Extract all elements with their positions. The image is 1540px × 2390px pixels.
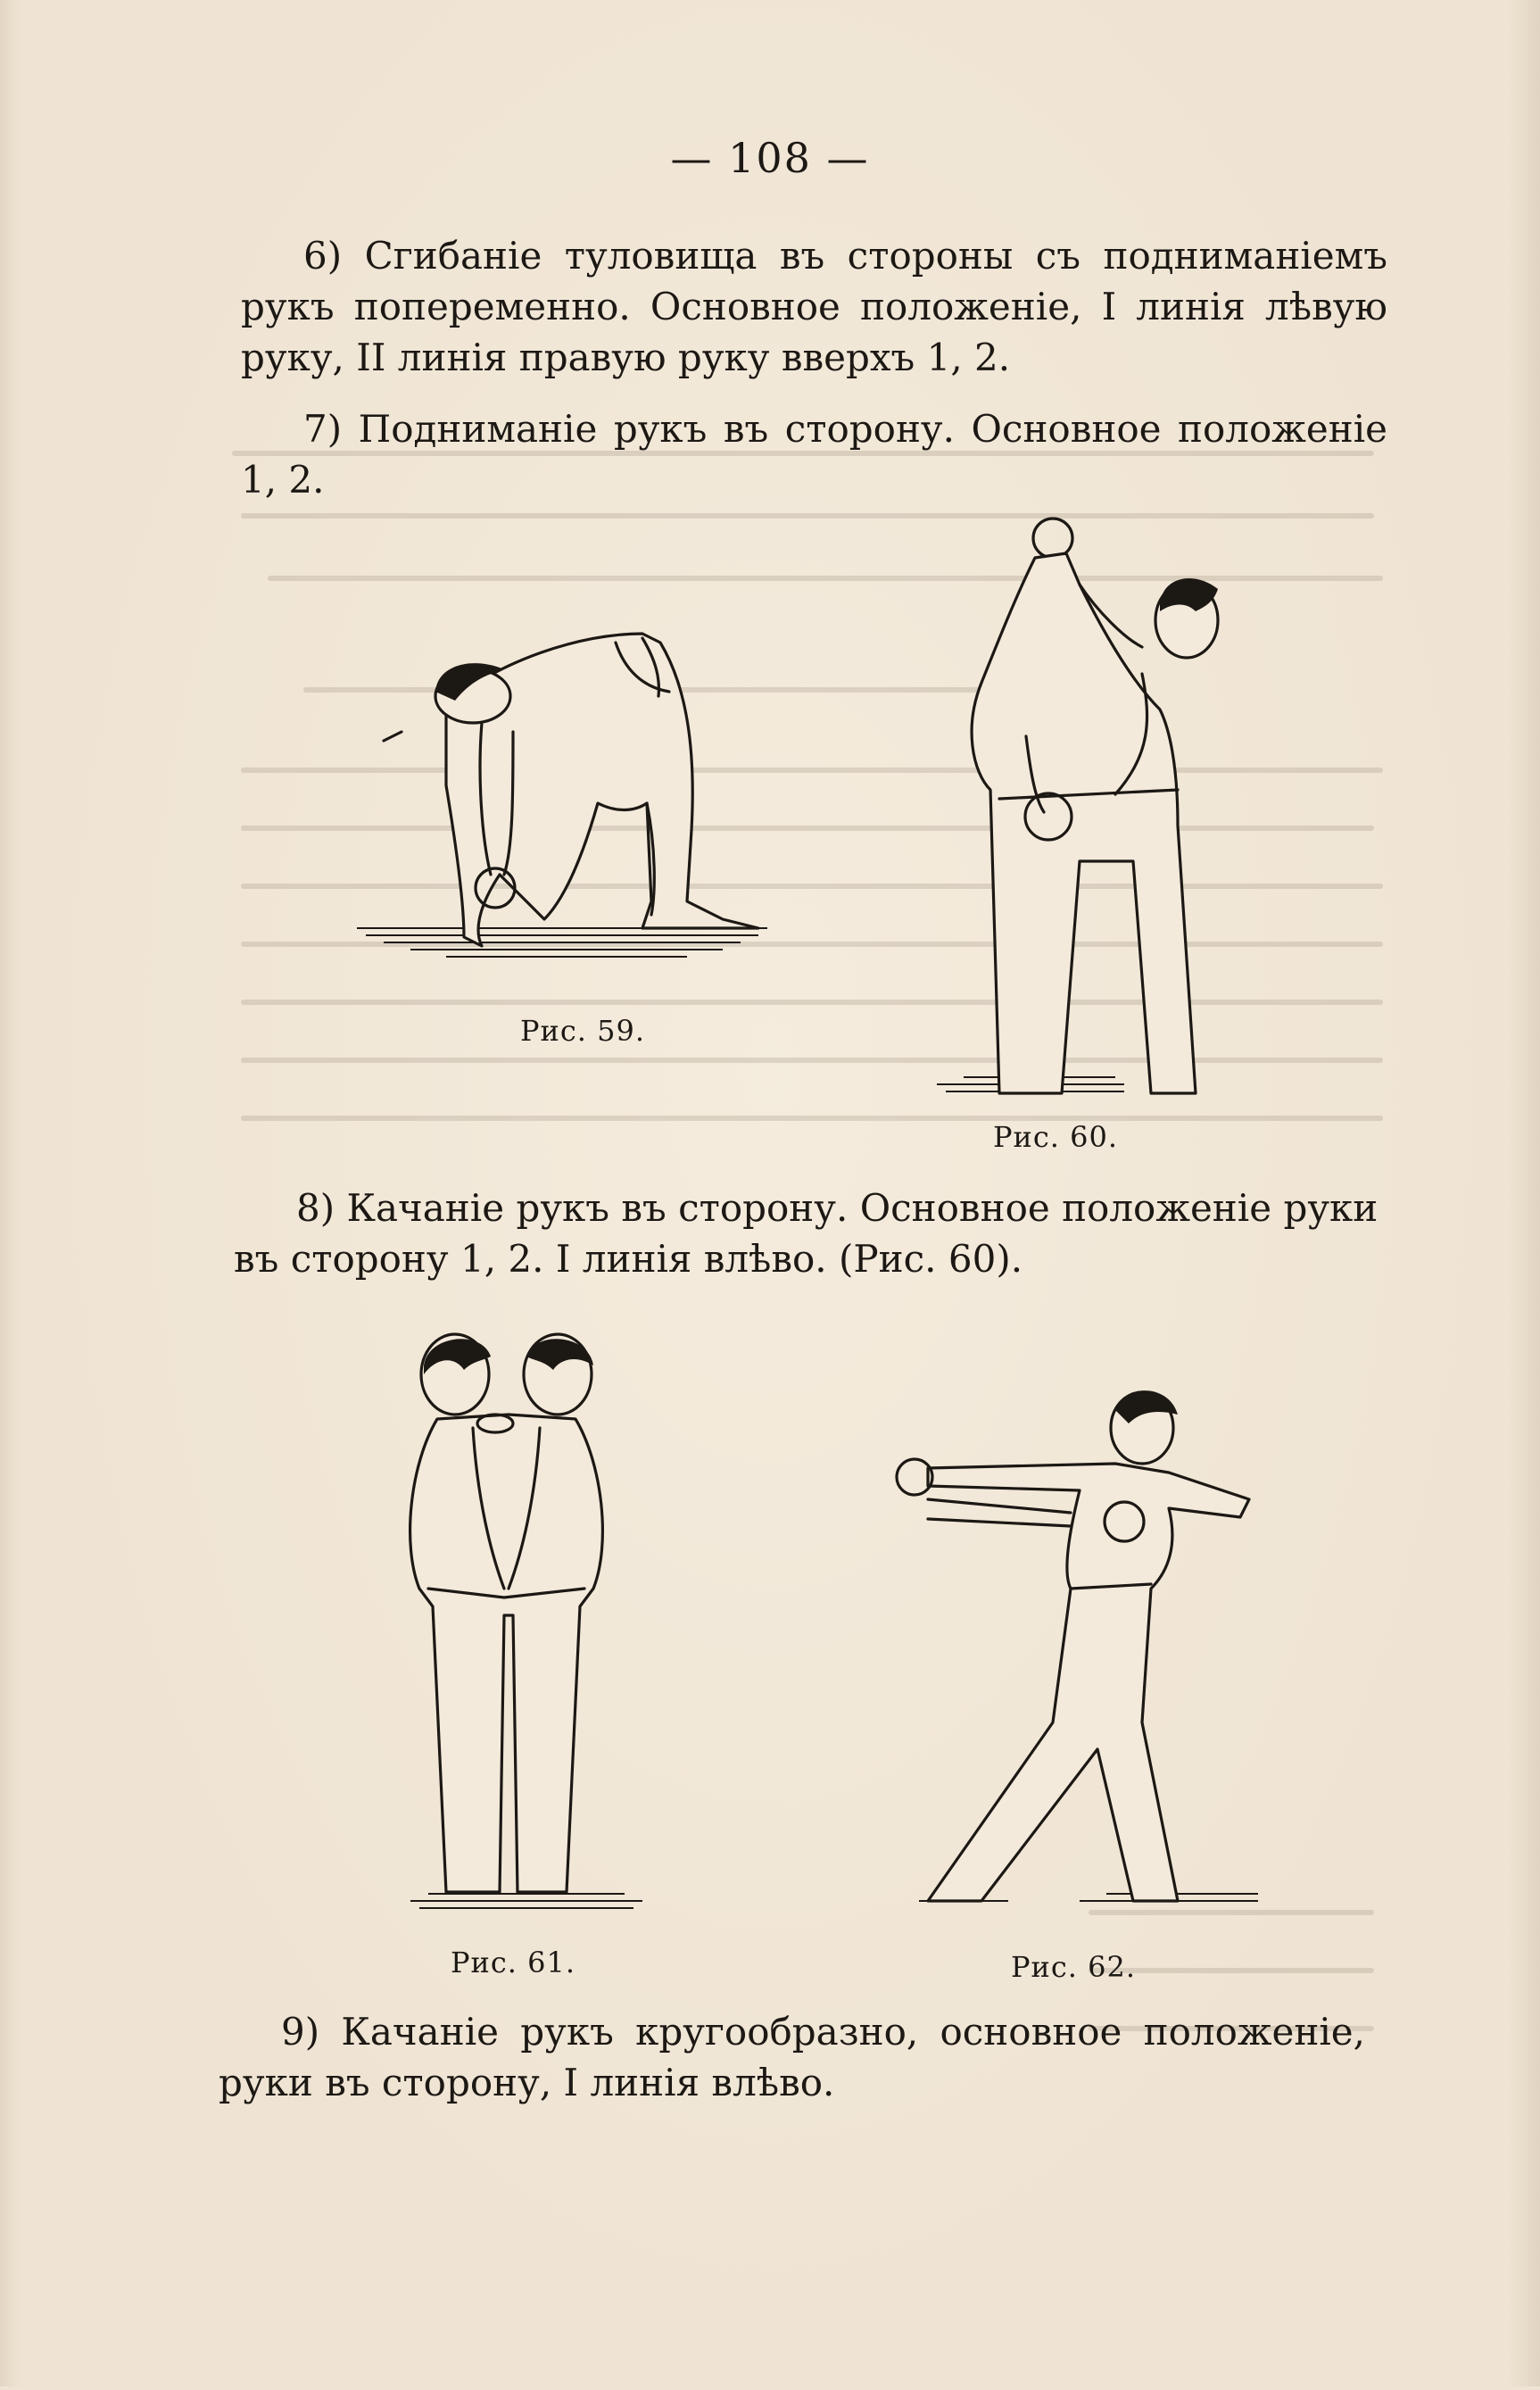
paragraph-9 bbox=[219, 2006, 1365, 2108]
figure-61-illustration bbox=[393, 1321, 660, 1919]
paragraph-8 bbox=[234, 1183, 1379, 1284]
paragraph-line: рукъ попеременно. Основное положеніе, I линія лѣвую bbox=[241, 285, 1387, 328]
paragraph-line: руки въ сторону, I линія влѣво. bbox=[219, 2061, 835, 2104]
figure-60-illustration bbox=[928, 504, 1267, 1102]
paragraph-line: 6) Сгибаніе туловища въ стороны съ подниманіемъ bbox=[303, 234, 1387, 278]
paragraph-line: 1, 2. bbox=[241, 458, 325, 502]
paragraph-line: 7) Подниманіе рукъ въ сторону. Основное положеніе bbox=[303, 407, 1387, 451]
paragraph-line: 9) Качаніе рукъ кругообразно, основное положеніе, bbox=[281, 2010, 1365, 2054]
paragraph-6 bbox=[241, 230, 1387, 383]
paragraph-line: 8) Качаніе рукъ въ сторону. Основное положеніе руки bbox=[296, 1186, 1379, 1230]
paragraph-line: руку, II линія правую руку вверхъ 1, 2. bbox=[241, 336, 1011, 379]
figure-60-caption: Рис. 60. bbox=[993, 1120, 1119, 1154]
figure-59-illustration bbox=[348, 607, 794, 1000]
figure-62-illustration bbox=[874, 1365, 1267, 1919]
page-number: — 108 — bbox=[670, 134, 870, 182]
figure-61-caption: Рис. 61. bbox=[451, 1946, 576, 1979]
figure-59-caption: Рис. 59. bbox=[520, 1014, 646, 1048]
paragraph-line: въ сторону 1, 2. I линія влѣво. (Рис. 60). bbox=[234, 1237, 1023, 1281]
figure-62-caption: Рис. 62. bbox=[1011, 1950, 1137, 1984]
paragraph-7 bbox=[241, 403, 1387, 505]
